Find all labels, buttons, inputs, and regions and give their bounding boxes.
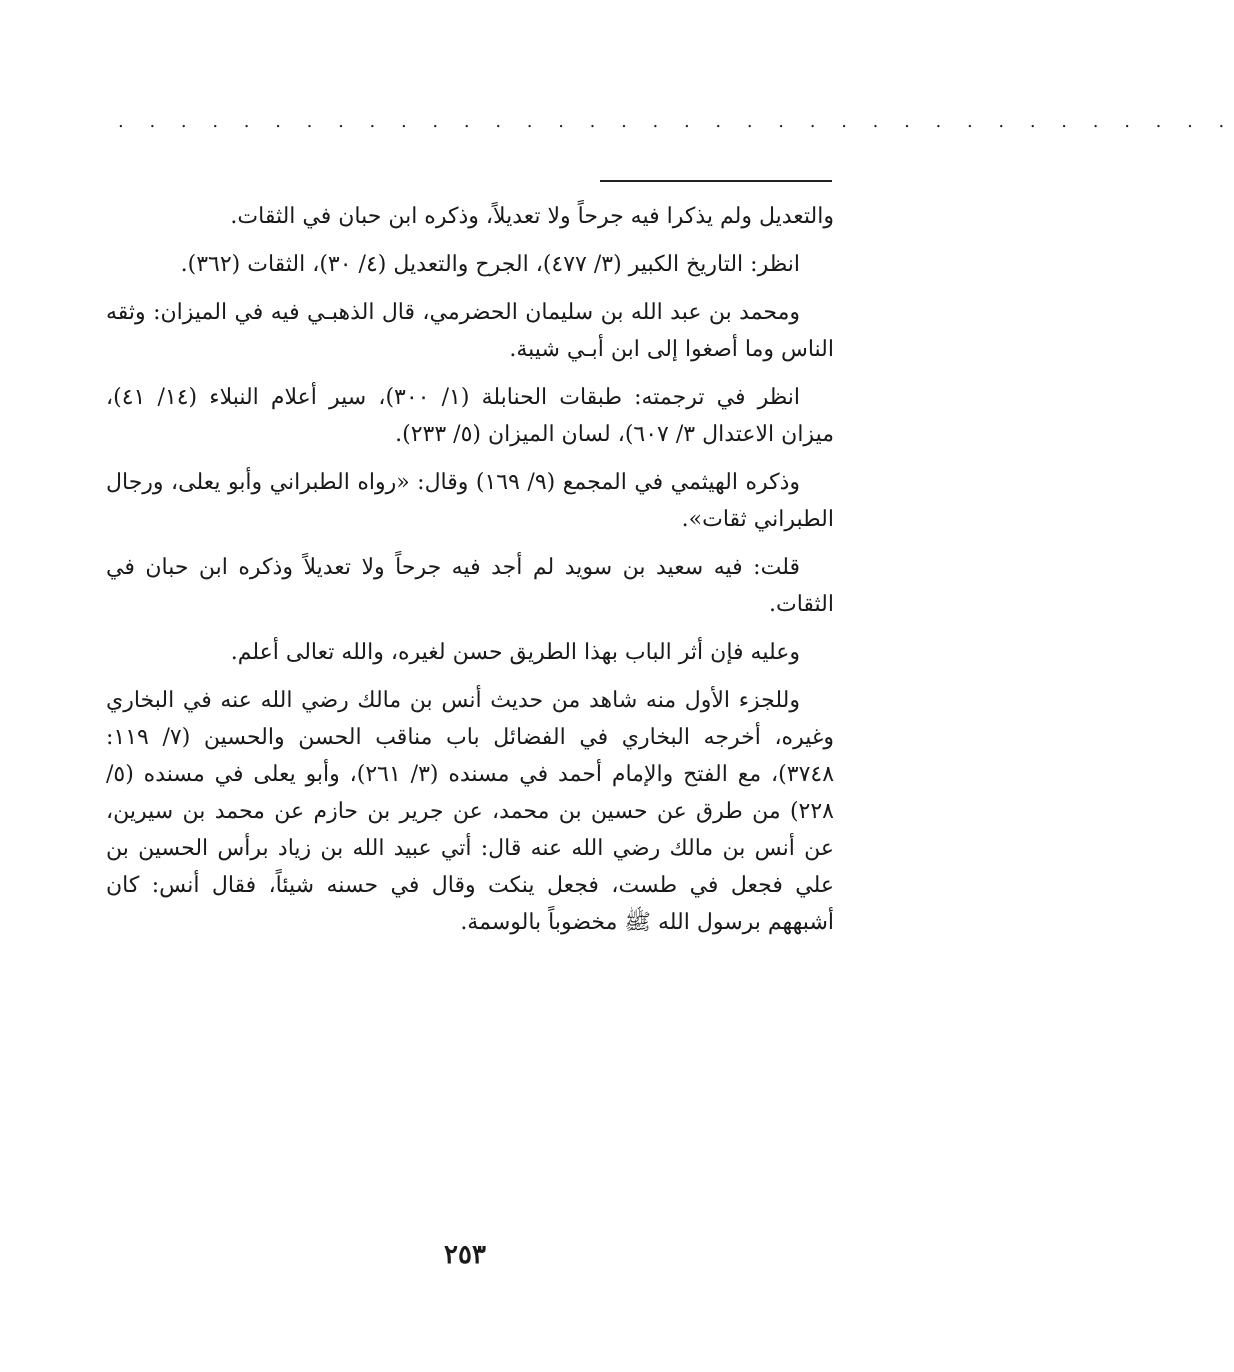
paragraph-haythami: وذكره الهيثمي في المجمع (٩/ ١٦٩) وقال: «رواه الطبراني وأبو يعلى، ورجال الطبراني ثقات». bbox=[106, 470, 834, 532]
paragraph-references-2: انظر في ترجمته: طبقات الحنابلة (١/ ٣٠٠)، سير أعلام النبلاء (١٤/ ٤١)، ميزان الاعتدال ٣/ ٦٠٧)، لسان الميزان (٥/ ٢٣٣). bbox=[106, 385, 834, 447]
paragraph-author-note: قلت: فيه سعيد بن سويد لم أجد فيه جرحاً ولا تعديلاً وذكره ابن حبان في الثقات. bbox=[106, 555, 834, 617]
page-number: ٢٥٣ bbox=[444, 1240, 486, 1270]
dotted-separator: . . . . . . . . . . . . . . . . . . . . . . . . . . . . . . . . . . . . bbox=[118, 111, 1234, 132]
paragraph-witness-hadith: وللجزء الأول منه شاهد من حديث أنس بن مالك رضي الله عنه في البخاري وغيره، أخرجه البخاري في الفضائل باب مناقب الحسن والحسين (٧/ ١١٩: ٣٧٤٨)، مع الفتح والإمام أحمد في مسنده (٣/ ٢٦١)، وأبو يعلى في مسنده (٥/ ٢٢٨) من طرق عن حسين بن محمد، عن جرير بن حازم عن محمد بن سيرين، عن أنس بن مالك رضي الله عنه قال: أتي عبيد الله بن زياد برأس الحسين بن علي فجعل في طست، فجعل ينكت وقال في حسنه شيئاً، فقال أنس: كان أشبههم برسول الله ﷺ مخضوباً بالوسمة. bbox=[106, 688, 835, 935]
paragraph-conclusion: وعليه فإن أثر الباب بهذا الطريق حسن لغيره، والله تعالى أعلم. bbox=[230, 640, 800, 665]
paragraph-continuation: والتعديل ولم يذكرا فيه جرحاً ولا تعديلاً، وذكره ابن حبان في الثقات. bbox=[230, 204, 834, 229]
footnote-rule bbox=[600, 180, 832, 182]
paragraph-narrator: ومحمد بن عبد الله بن سليمان الحضرمي، قال الذهبـي فيه في الميزان: وثقه الناس وما أصغوا إلى ابن أبـي شيبة. bbox=[106, 300, 834, 362]
paragraph-references-1: انظر: التاريخ الكبير (٣/ ٤٧٧)، الجرح والتعديل (٤/ ٣٠)، الثقات (٣٦٢). bbox=[180, 252, 800, 277]
footnote-text bbox=[106, 198, 834, 952]
